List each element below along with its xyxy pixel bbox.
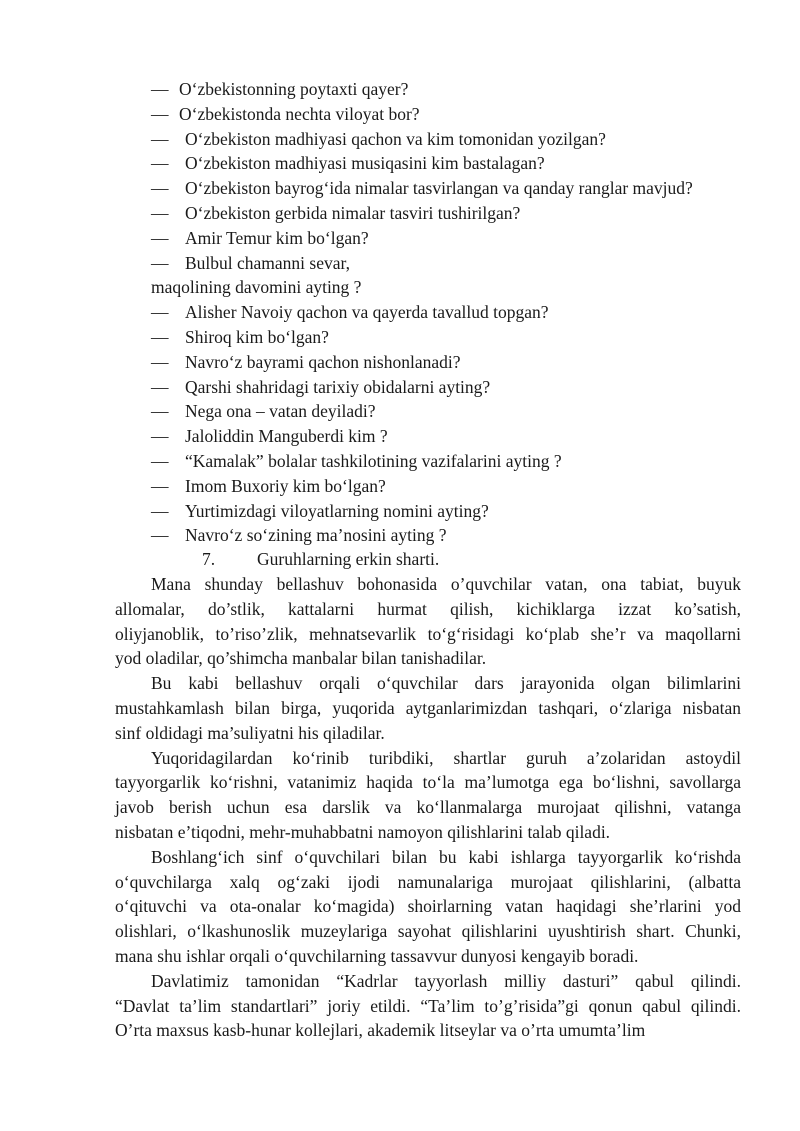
question-text: Jaloliddin Manguberdi kim ?: [185, 426, 388, 447]
list-dash: —: [151, 128, 169, 149]
list-dash: —: [151, 401, 169, 422]
question-text: Navro‘z so‘zining ma’nosini ayting ?: [185, 525, 447, 546]
paragraph-line: Mana shunday bellashuv bohonasida o’quvchilar vatan, ona tabiat, buyuk: [151, 574, 741, 594]
list-dash: —: [151, 302, 169, 323]
question-text: Alisher Navoiy qachon va qayerda tavallud topgan?: [185, 302, 549, 323]
question-item: [151, 127, 606, 151]
paragraph-line: o‘qituvchi va ota-onalar ko‘magida) shoirlarning vatan haqidagi she’rlarini yod: [115, 896, 741, 917]
section-number: 7.: [202, 549, 216, 569]
question-text: O‘zbekistonning poytaxti qayer?: [179, 79, 409, 99]
list-dash: —: [151, 227, 169, 248]
question-text: Navro‘z bayrami qachon nishonlanadi?: [185, 351, 461, 372]
question-text: O‘zbekistonda nechta viloyat bor?: [179, 103, 420, 124]
paragraph-line: tayyorgarlik ko‘rishni, vatanimiz haqida to‘la ma’lumotga ega bo‘lishni, savollarga: [115, 772, 741, 793]
question-item: [151, 176, 693, 200]
list-dash: —: [151, 178, 169, 199]
list-dash: —: [151, 525, 169, 546]
list-dash: —: [151, 103, 169, 124]
list-dash: —: [151, 203, 169, 223]
question-item: [151, 226, 369, 250]
list-dash: —: [151, 500, 169, 521]
paragraph-line: javob berish uchun esa darslik va ko‘llanmalarga murojaat qilishni, vatanga: [115, 797, 741, 818]
section-title: Guruhlarning erkin sharti.: [257, 549, 440, 569]
question-item: [151, 449, 562, 473]
paragraph-line: yod oladilar, qo’shimcha manbalar bilan tanishadilar.: [115, 648, 487, 669]
list-dash: —: [151, 79, 169, 99]
question-text: Amir Temur kim bo‘lgan?: [185, 227, 369, 248]
question-text: “Kamalak” bolalar tashkilotining vazifalarini ayting ?: [185, 451, 562, 471]
question-text: O‘zbekiston madhiyasi musiqasini kim bastalagan?: [185, 153, 545, 174]
question-item: [151, 375, 490, 399]
list-dash: —: [151, 153, 169, 174]
question-item: [151, 523, 446, 547]
question-item: [151, 474, 386, 498]
question-text: Imom Buxoriy kim bo‘lgan?: [185, 475, 386, 496]
question-item: [151, 77, 408, 101]
list-dash: —: [151, 327, 169, 347]
paragraph-line: O’rta maxsus kasb-hunar kollejlari, akademik litseylar va o’rta umumta’lim: [115, 1020, 646, 1041]
question-item: [151, 350, 461, 374]
question-item: [151, 325, 329, 349]
paragraph-line: Bu kabi bellashuv orqali o‘quvchilar dars jarayonida olgan bilimlarini: [151, 673, 741, 694]
question-item: [151, 275, 361, 299]
list-dash: —: [151, 376, 169, 397]
paragraph-line: allomalar, do’stlik, kattalarni hurmat qilish, kichiklarga izzat ko’satish,: [115, 598, 741, 619]
paragraph-line: Yuqoridagilardan ko‘rinib turibdiki, shartlar guruh a’zolaridan astoydil: [151, 747, 741, 768]
question-text: O‘zbekiston gerbida nimalar tasviri tushirilgan?: [185, 203, 521, 223]
question-text: Shiroq kim bo‘lgan?: [185, 327, 329, 347]
paragraph-line: “Davlat ta’lim standartlari” joriy etildi. “Ta’lim to’g’risida”gi qonun qabul qilindi.: [115, 995, 741, 1016]
list-dash: —: [151, 252, 169, 273]
question-item: [151, 499, 489, 523]
question-text: Bulbul chamanni sevar,: [185, 252, 351, 273]
question-text: O‘zbekiston bayrog‘ida nimalar tasvirlangan va qanday ranglar mavjud?: [185, 178, 693, 199]
paragraph-line: mustahkamlash bilan birga, yuqorida aytganlarimizdan tashqari, o‘zlariga nisbatan: [115, 698, 741, 718]
question-text: maqolining davomini ayting ?: [151, 277, 362, 298]
question-text: Yurtimizdagi viloyatlarning nomini ayting?: [185, 500, 489, 521]
list-dash: —: [151, 426, 169, 447]
paragraph-line: nisbatan e’tiqodni, mehr-muhabbatni namoyon qilishlarini talab qiladi.: [115, 822, 611, 842]
paragraph-line: mana shu ishlar orqali o‘quvchilarning tassavvur dunyosi kengayib boradi.: [115, 946, 639, 966]
question-item: [151, 251, 350, 275]
paragraph-line: o‘quvchilarga xalq og‘zaki ijodi namunalariga murojaat qilishlarini, (albatta: [115, 871, 741, 892]
paragraph-line: Davlatimiz tamonidan “Kadrlar tayyorlash milliy dasturi” qabul qilindi.: [151, 970, 741, 991]
list-dash: —: [151, 475, 169, 496]
question-item: [151, 399, 375, 423]
question-text: Nega ona – vatan deyiladi?: [185, 401, 376, 422]
section-heading: [202, 547, 440, 571]
list-dash: —: [151, 451, 169, 471]
paragraph-line: Boshlang‘ich sinf o‘quvchilari bilan bu kabi ishlarga tayyorgarlik ko‘rishda: [151, 846, 741, 867]
question-item: [151, 300, 548, 324]
question-item: [151, 424, 388, 448]
question-text: Qarshi shahridagi tarixiy obidalarni ayting?: [185, 376, 491, 397]
paragraph-line: sinf oldidagi ma’suliyatni his qiladilar.: [115, 722, 385, 743]
paragraph-line: oliyjanoblik, to’riso’zlik, mehnatsevarlik to‘g‘risidagi ko‘plab she’r va maqollarni: [115, 623, 741, 644]
paragraph-line: olishlari, o‘lkashunoslik muzeylariga sayohat qilishlarini uyushtirish shart. Chunki,: [115, 921, 741, 942]
question-text: O‘zbekiston madhiyasi qachon va kim tomonidan yozilgan?: [185, 128, 606, 149]
list-dash: —: [151, 351, 169, 372]
question-item: [151, 151, 545, 175]
question-item: [151, 102, 420, 126]
question-item: [151, 201, 520, 225]
